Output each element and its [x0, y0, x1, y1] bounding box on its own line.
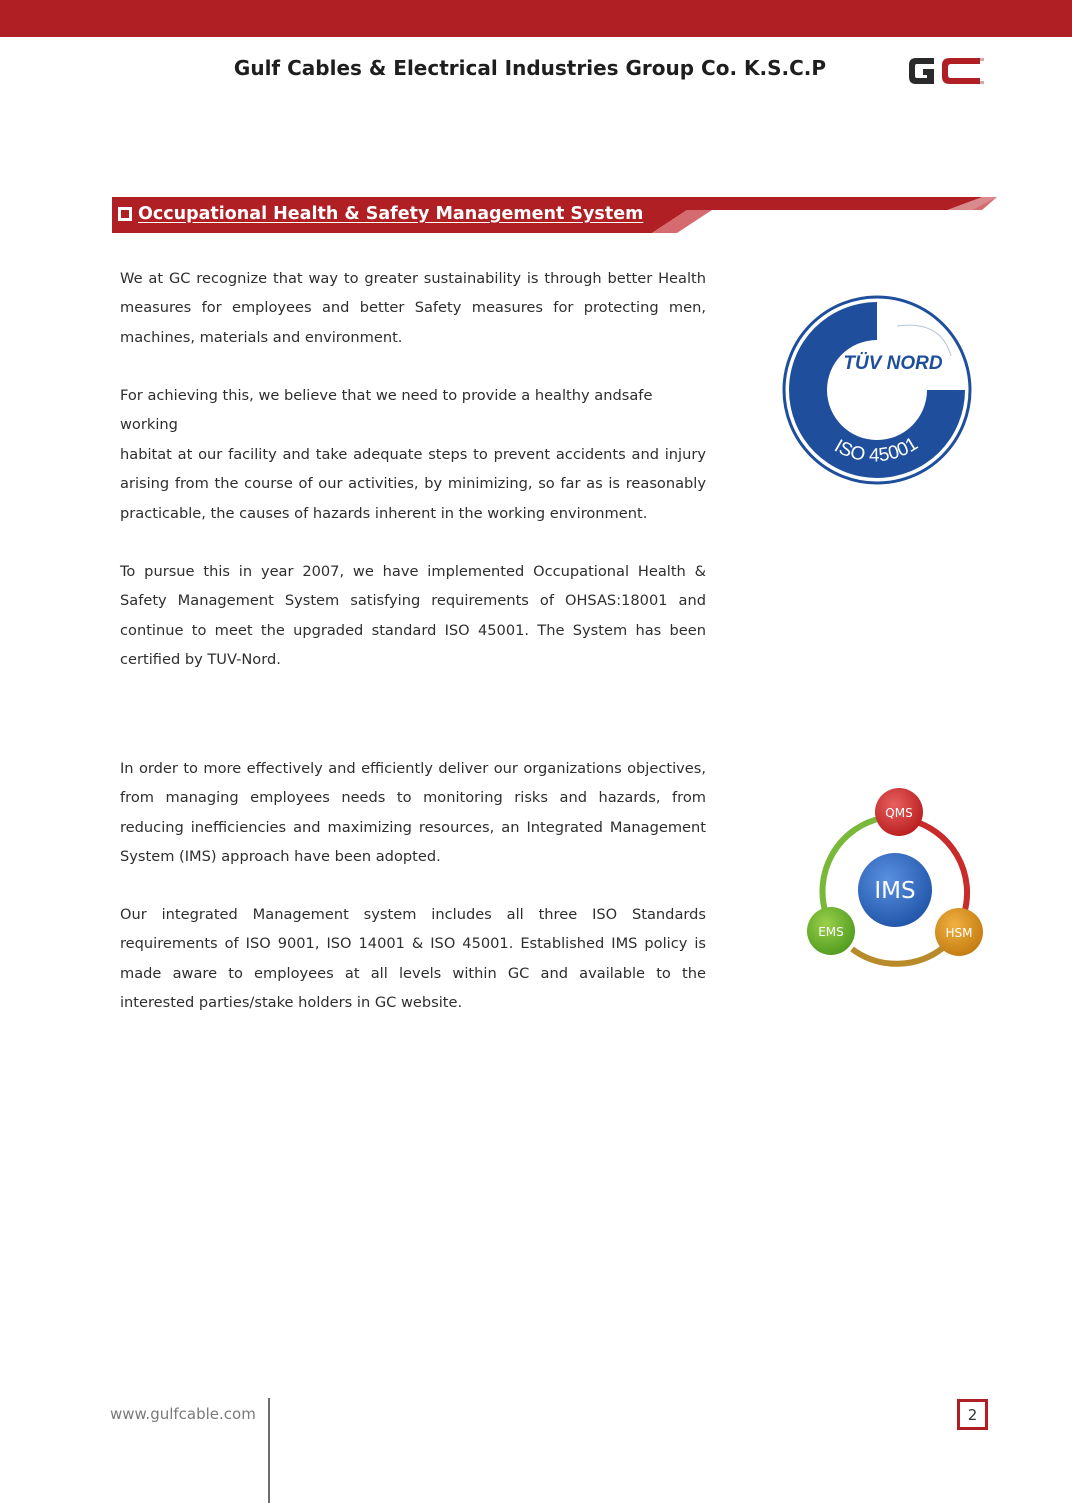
paragraph-healthy-workplace: For achieving this, we believe that we need to provide a healthy andsafe working	[120, 387, 653, 434]
paragraph-sustainability: We at GC recognize that way to greater sustainability is through better Health measures for employees and better Safety measures for protecting men, machines, materials and environment.	[120, 270, 706, 346]
paragraph-iso-standards: Our integrated Management system includes all three ISO Standards requirements of ISO 9001, ISO 14001 & ISO 45001. Established IMS policy is made aware to employees at all levels within GC and available to the interested parties/stake holders in GC website.	[120, 906, 706, 1011]
checkbox-icon	[118, 207, 132, 221]
company-name: Gulf Cables & Electrical Industries Group Co. K.S.C.P	[233, 56, 827, 80]
tuv-nord-iso-seal	[781, 294, 973, 486]
iso-standard-label: ISO 45001	[830, 433, 922, 467]
ims-node-ems: EMS	[818, 925, 844, 939]
paragraph-ims: In order to more effectively and efficiently deliver our organizations objectives, from managing employees needs to monitoring risks and hazards, from reducing inefficiencies and maximizing resources, an Integrated Management System (IMS) approach have been adopted.	[120, 760, 706, 865]
footer-divider	[268, 1398, 270, 1503]
ims-center-label: IMS	[874, 878, 916, 904]
top-accent-bar	[0, 0, 1072, 37]
tuv-brand: TÜV NORD	[843, 353, 943, 374]
ims-node-hsm: HSM	[945, 926, 973, 940]
ims-node-qms: QMS	[885, 806, 913, 820]
section-heading	[118, 201, 643, 227]
ims-diagram	[796, 782, 996, 982]
page-number: 2	[957, 1399, 988, 1430]
footer-website-link[interactable]: www.gulfcable.com	[110, 1405, 256, 1423]
section-title: Occupational Health & Safety Management System	[138, 204, 644, 224]
paragraph-ohsas: To pursue this in year 2007, we have implemented Occupational Health & Safety Management System satisfying requirements of OHSAS:18001 and continue to meet the upgraded standard ISO 45001. The System has been certified by TUV-Nord.	[120, 563, 706, 668]
paragraph-habitat: habitat at our facility and take adequate steps to prevent accidents and injury arising from the course of our activities, by minimizing, so far as is reasonably practicable, the causes of hazards inherent in the working environment.	[120, 446, 706, 522]
tuv-region: TÜV Middle East	[841, 391, 917, 402]
gc-logo	[906, 52, 986, 90]
